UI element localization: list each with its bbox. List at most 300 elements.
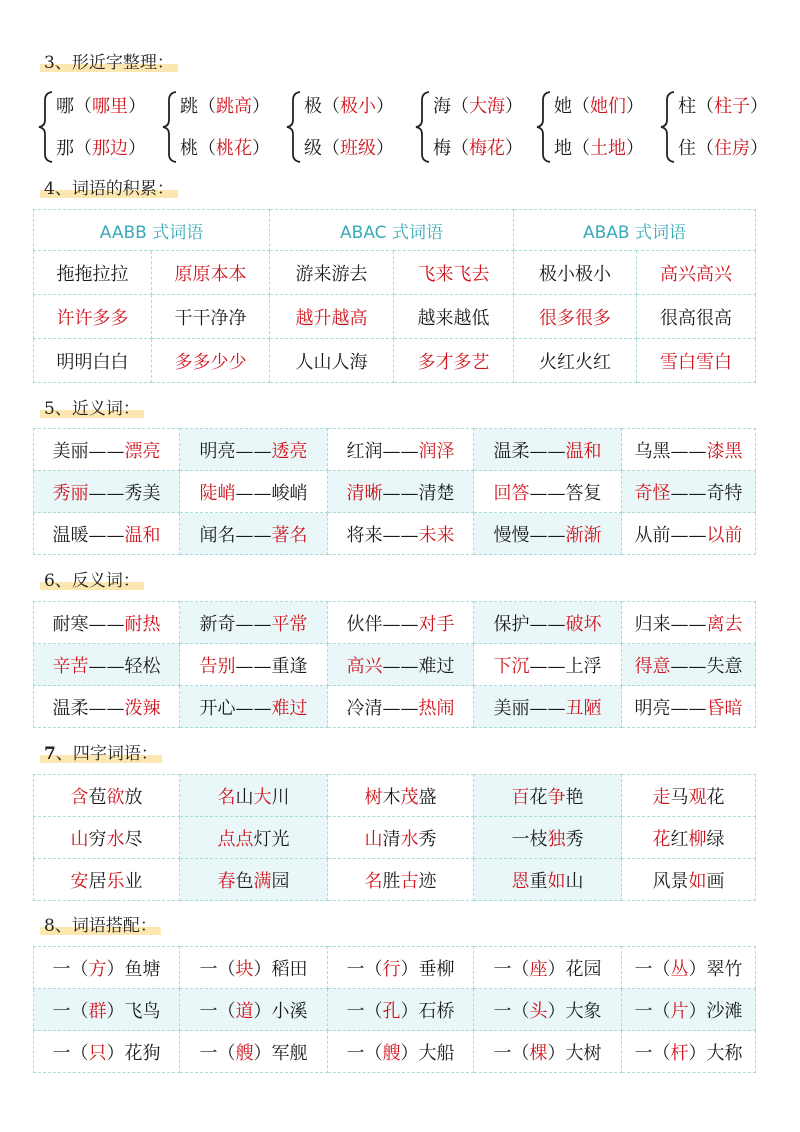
word-pair-cell [328,686,474,728]
word-pair-cell [180,471,328,513]
word-pair-cell [180,429,328,471]
table-row [34,602,756,644]
word-accumulation-table [33,209,756,383]
table-row [34,251,756,295]
dash: —— [670,613,707,635]
prefix: 一 [634,958,653,980]
char-line [554,92,644,118]
prefix: 一 [493,1042,512,1064]
word-pair-cell [622,429,756,471]
idiom-char: 水 [400,828,419,850]
dash: —— [382,440,419,462]
prefix: 一 [52,1042,71,1064]
measure-word: 艘 [235,1042,254,1064]
word-pair-cell [328,644,474,686]
word-b: 未来 [418,524,455,546]
noun: 花狗 [124,1042,161,1064]
dash: —— [670,524,707,546]
word-pair-cell [328,429,474,471]
paren-close: ） [106,958,125,980]
dash: —— [235,613,272,635]
word-a: 从前 [634,524,671,546]
measure-word: 只 [88,1042,107,1064]
word-a: 美丽 [52,440,89,462]
word-b: 峻峭 [271,482,308,504]
char-pair [160,84,280,168]
idiom-cell [180,817,328,859]
idiom-char: 居 [88,870,107,892]
noun: 大树 [565,1042,602,1064]
word-a: 冷清 [346,697,383,719]
prefix: 一 [346,1042,365,1064]
word-a: 开心 [199,697,236,719]
dash: —— [88,655,125,677]
brace-icon [413,90,433,164]
word-a: 新奇 [199,613,236,635]
dash: —— [670,440,707,462]
measure-word: 棵 [529,1042,548,1064]
idiom-char: 川 [271,786,290,808]
paren-open: （ [70,1000,89,1022]
table-row [34,339,756,383]
paren-open: （ [652,1000,671,1022]
section-6-title: 6、反义词： [40,570,144,592]
paren-close: ） [547,1000,566,1022]
word-pair-cell [474,686,622,728]
word-a: 伙伴 [346,613,383,635]
noun: 沙滩 [706,1000,743,1022]
word-b: 轻松 [124,655,161,677]
word-cell: 原原本本 [152,251,270,295]
measure-word: 方 [88,958,107,980]
char: 极 [304,96,322,117]
idiom-char: 灯 [253,828,272,850]
dash: —— [235,697,272,719]
header-abac: ABAC 式词语 [270,210,514,251]
idiom-cell [622,775,756,817]
brace-icon [36,90,56,164]
word-cell: 很高很高 [637,295,756,339]
char-line [304,134,394,160]
paren-open: （ [74,138,92,159]
word-b: 破坏 [565,613,602,635]
word-b: 丑陋 [565,697,602,719]
word-cell: 多才多艺 [394,339,514,383]
idiom-char: 柳 [688,828,707,850]
word-a: 耐寒 [52,613,89,635]
idiom-char: 争 [547,786,566,808]
paren-open: （ [70,958,89,980]
measure-word: 丛 [670,958,689,980]
measure-word: 孔 [382,1000,401,1022]
idiom-char: 秀 [565,828,584,850]
paren-close: ） [505,138,523,159]
noun: 鱼塘 [124,958,161,980]
char: 住 [678,138,696,159]
idiom-char: 如 [547,870,566,892]
idiom-char: 风 [652,870,671,892]
word: 大海 [469,96,505,117]
word-cell: 极小极小 [514,251,637,295]
dash: —— [382,697,419,719]
idiom-char: 山 [364,828,383,850]
word-a: 归来 [634,613,671,635]
measure-word: 道 [235,1000,254,1022]
word-a: 高兴 [346,655,383,677]
noun: 大船 [418,1042,455,1064]
paren-close: ） [688,1000,707,1022]
idiom-char: 含 [70,786,89,808]
word-b: 难过 [271,697,308,719]
word-pair-cell [34,471,180,513]
word-a: 乌黑 [634,440,671,462]
word-b: 重逢 [271,655,308,677]
char-pair [658,84,778,168]
word-b: 秀美 [124,482,161,504]
idiom-char: 名 [364,870,383,892]
word-a: 得意 [634,655,671,677]
word-cell: 高兴高兴 [637,251,756,295]
word-b: 失意 [706,655,743,677]
paren-open: （ [364,1042,383,1064]
dash: —— [670,482,707,504]
idiom-char: 清 [382,828,401,850]
idiom-char: 名 [217,786,236,808]
dash: —— [529,655,566,677]
idiom-char: 马 [670,786,689,808]
header-abab: ABAB 式词语 [514,210,756,251]
char-line [433,134,523,160]
section-7-title: 7、四字词语： [40,743,162,765]
idiom-char: 绿 [706,828,725,850]
dash: —— [88,440,125,462]
paren-close: ） [128,138,146,159]
word: 哪里 [92,96,128,117]
prefix: 一 [199,1042,218,1064]
paren-close: ） [128,96,146,117]
measure-word: 行 [382,958,401,980]
dash: —— [235,482,272,504]
word-a: 下沉 [493,655,530,677]
dash: —— [670,655,707,677]
paren-open: （ [652,1042,671,1064]
char: 她 [554,96,572,117]
idiom-char: 观 [688,786,707,808]
word-b: 漆黑 [706,440,743,462]
idiom-char: 古 [400,870,419,892]
paren-close: ） [106,1000,125,1022]
antonyms-table [33,601,756,728]
paren-close: ） [106,1042,125,1064]
idiom-char: 迹 [418,870,437,892]
table-row [34,471,756,513]
word-a: 陡峭 [199,482,236,504]
paren-open: （ [322,96,340,117]
idiom-char: 穷 [88,828,107,850]
noun: 大称 [706,1042,743,1064]
word-pair-cell [622,513,756,555]
table-row [34,859,756,901]
table-row [34,513,756,555]
idiom-cell [34,859,180,901]
idiom-char: 点 [217,828,236,850]
header-aabb: AABB 式词语 [34,210,270,251]
table-row [34,817,756,859]
idiom-char: 欲 [106,786,125,808]
word: 柱子 [714,96,750,117]
word-b: 著名 [271,524,308,546]
idiom-char: 走 [652,786,671,808]
word-pair-cell [474,602,622,644]
dash: —— [529,697,566,719]
word-pair-cell [474,644,622,686]
idiom-char: 独 [547,828,566,850]
brace-icon [284,90,304,164]
word-b: 温和 [565,440,602,462]
paren-open: （ [217,1042,236,1064]
collocation-cell [474,989,622,1031]
word-b: 热闹 [418,697,455,719]
dash: —— [529,482,566,504]
idiom-cell [622,817,756,859]
idiom-cell [328,859,474,901]
word-pair-cell [328,513,474,555]
paren-close: ） [252,138,270,159]
idiom-cell [474,775,622,817]
paren-close: ） [376,138,394,159]
idiom-char: 花 [706,786,725,808]
char-pair [413,84,533,168]
section-5-title: 5、近义词： [40,398,144,420]
word: 那边 [92,138,128,159]
idiom-char: 春 [217,870,236,892]
word-a: 辛苦 [52,655,89,677]
paren-open: （ [217,1000,236,1022]
idiom-char: 如 [688,870,707,892]
measure-word: 杆 [670,1042,689,1064]
word-pair-cell [34,602,180,644]
char-line [180,92,270,118]
word-cell: 游来游去 [270,251,394,295]
word-b: 漂亮 [124,440,161,462]
idiom-char: 业 [124,870,143,892]
paren-open: （ [511,1000,530,1022]
idiom-char: 山 [565,870,584,892]
word-cell: 干干净净 [152,295,270,339]
idiom-char: 枝 [529,828,548,850]
word-a: 秀丽 [52,482,89,504]
idiom-char: 满 [253,870,272,892]
word-b: 离去 [706,613,743,635]
idiom-cell [622,859,756,901]
word-a: 清晰 [346,482,383,504]
word-a: 明亮 [634,697,671,719]
word-a: 明亮 [199,440,236,462]
word-pair-cell [622,602,756,644]
word-pair-cell [34,429,180,471]
idiom-char: 秀 [418,828,437,850]
paren-close: ） [688,1042,707,1064]
word-b: 对手 [418,613,455,635]
word-pair-cell [622,686,756,728]
idiom-char: 盛 [418,786,437,808]
brace-icon [534,90,554,164]
paren-close: ） [253,1000,272,1022]
dash: —— [88,482,125,504]
idiom-cell [34,775,180,817]
char: 哪 [56,96,74,117]
paren-open: （ [451,138,469,159]
collocation-cell [474,1031,622,1073]
word-b: 难过 [418,655,455,677]
word-a: 闻名 [199,524,236,546]
collocation-cell [622,1031,756,1073]
word-b: 上浮 [565,655,602,677]
word-b: 润泽 [418,440,455,462]
word-cell: 许许多多 [34,295,152,339]
word-pair-cell [180,644,328,686]
collocation-cell [180,1031,328,1073]
word-b: 透亮 [271,440,308,462]
collocation-cell [474,947,622,989]
word-a: 保护 [493,613,530,635]
noun: 军舰 [271,1042,308,1064]
idiom-char: 胜 [382,870,401,892]
idiom-cell [474,859,622,901]
paren-close: ） [626,138,644,159]
char: 梅 [433,138,451,159]
dash: —— [382,524,419,546]
word-collocation-table [33,946,756,1073]
word: 梅花 [469,138,505,159]
paren-open: （ [511,1042,530,1064]
idiom-char: 安 [70,870,89,892]
paren-open: （ [322,138,340,159]
char: 海 [433,96,451,117]
table-row [34,947,756,989]
prefix: 一 [199,1000,218,1022]
word-pair-cell [180,686,328,728]
idiom-char: 花 [652,828,671,850]
char: 级 [304,138,322,159]
paren-open: （ [70,1042,89,1064]
measure-word: 群 [88,1000,107,1022]
prefix: 一 [346,1000,365,1022]
dash: —— [382,655,419,677]
idiom-cell [328,775,474,817]
word-pair-cell [34,686,180,728]
word-a: 回答 [493,482,530,504]
collocation-cell [328,989,474,1031]
table-row [34,989,756,1031]
word: 土地 [590,138,626,159]
word-a: 奇怪 [634,482,671,504]
idiom-char: 点 [235,828,254,850]
char-line [304,92,394,118]
idiom-char: 园 [271,870,290,892]
paren-close: ） [750,138,768,159]
paren-close: ） [505,96,523,117]
section-8-title: 8、词语搭配： [40,915,161,937]
char-line [433,92,523,118]
idiom-char: 光 [271,828,290,850]
word-b: 耐热 [124,613,161,635]
word: 极小 [340,96,376,117]
word-b: 清楚 [418,482,455,504]
paren-open: （ [451,96,469,117]
word-cell: 火红火红 [514,339,637,383]
word: 班级 [340,138,376,159]
word-b: 温和 [124,524,161,546]
paren-open: （ [511,958,530,980]
word-pair-cell [474,471,622,513]
collocation-cell [622,989,756,1031]
prefix: 一 [634,1042,653,1064]
char: 跳 [180,96,198,117]
measure-word: 艘 [382,1042,401,1064]
word-b: 奇特 [706,482,743,504]
dash: —— [529,613,566,635]
word-cell: 雪白雪白 [637,339,756,383]
word-b: 平常 [271,613,308,635]
paren-close: ） [253,958,272,980]
paren-open: （ [74,96,92,117]
idiom-char: 放 [124,786,143,808]
idiom-char: 大 [253,786,272,808]
collocation-cell [622,947,756,989]
synonyms-table [33,428,756,555]
table-row [34,295,756,339]
word-a: 美丽 [493,697,530,719]
idiom-cell [180,775,328,817]
noun: 石桥 [418,1000,455,1022]
table-row [34,644,756,686]
paren-open: （ [198,138,216,159]
paren-close: ） [253,1042,272,1064]
paren-close: ） [400,958,419,980]
dash: —— [529,440,566,462]
word: 她们 [590,96,626,117]
char-line [56,134,146,160]
paren-open: （ [364,958,383,980]
idiom-char: 重 [529,870,548,892]
paren-close: ） [547,1042,566,1064]
idiom-char: 景 [670,870,689,892]
paren-close: ） [626,96,644,117]
word-b: 昏暗 [706,697,743,719]
paren-close: ） [400,1000,419,1022]
idiom-char: 水 [106,828,125,850]
brace-icon [160,90,180,164]
dash: —— [529,524,566,546]
collocation-cell [180,989,328,1031]
paren-open: （ [572,96,590,117]
prefix: 一 [199,958,218,980]
word-cell: 越升越高 [270,295,394,339]
dash: —— [88,613,125,635]
idiom-char: 木 [382,786,401,808]
char: 地 [554,138,572,159]
prefix: 一 [346,958,365,980]
word-pair-cell [328,471,474,513]
word-b: 以前 [706,524,743,546]
word-pair-cell [328,602,474,644]
noun: 飞鸟 [124,1000,161,1022]
word-pair-cell [474,429,622,471]
table-row [34,775,756,817]
char: 柱 [678,96,696,117]
prefix: 一 [52,1000,71,1022]
